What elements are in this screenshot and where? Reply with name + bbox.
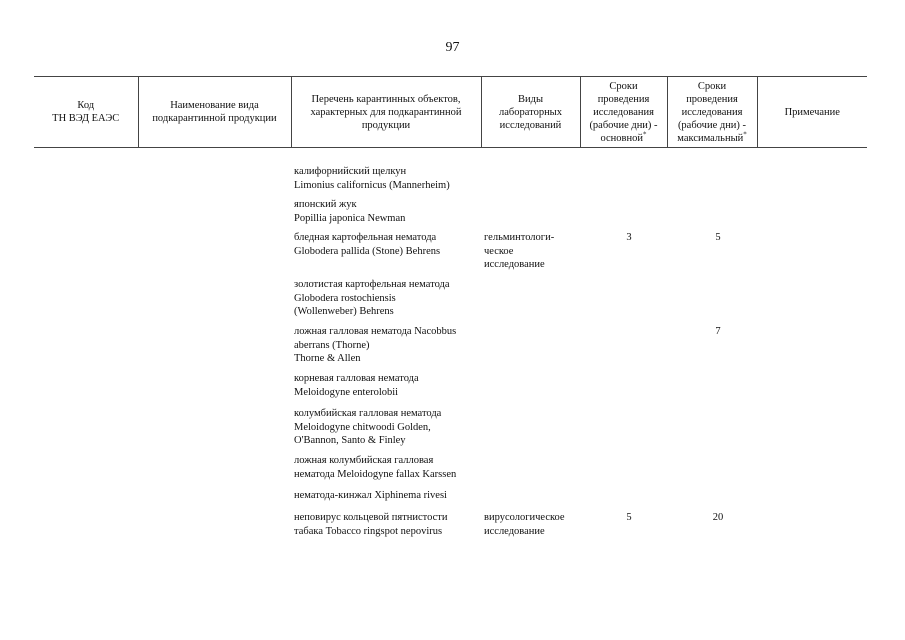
header-product: Наименование вида подкарантинной продукции — [138, 77, 291, 148]
object-text: калифорнийский щелкун Limonius californicus (Mannerheim) — [294, 166, 450, 191]
term-max-value: 20 — [712, 512, 724, 523]
footnote-mark: * — [743, 130, 747, 138]
object-text: японский жук Popillia japonica Newman — [294, 199, 406, 224]
object-text: золотистая картофельная нематода Globodera rostochiensis (Wollenweber) Behrens — [294, 279, 450, 317]
term-max-value: 5 — [715, 232, 721, 243]
object-text: ложная галловая нематода Nacobbus aberrans (Thorne) Thorne & Allen — [294, 326, 457, 364]
term-max-value: 7 — [715, 326, 721, 337]
object-text: бледная картофельная нематода Globodera pallida (Stone) Behrens — [294, 232, 441, 257]
page-number: 97 — [445, 40, 460, 55]
header-code: Код ТН ВЭД ЕАЭС — [34, 77, 138, 148]
term-basic-value: 3 — [626, 232, 632, 243]
quarantine-table-header — [34, 76, 867, 148]
object-text: колумбийская галловая нематода Meloidogyne chitwoodi Golden, O'Bannon, Santo & Finley — [294, 408, 442, 446]
object-text: нематода-кинжал Xiphinema rivesi — [294, 490, 447, 501]
lab-text: вирусологическое исследование — [484, 512, 565, 537]
header-note: Примечание — [757, 77, 867, 148]
lab-text: гельминтологи- ческое исследование — [484, 232, 555, 270]
object-text: корневая галловая нематода Meloidogyne enterolobii — [294, 373, 419, 398]
header-term-basic: Сроки проведения исследования (рабочие дни) - основной* — [580, 77, 667, 148]
header-objects: Перечень карантинных объектов, характерных для подкарантинной продукции — [291, 77, 481, 148]
object-text: неповирус кольцевой пятнистости табака Tobacco ringspot nepovirus — [294, 512, 448, 537]
header-lab: Виды лабораторных исследований — [481, 77, 580, 148]
footnote-mark: * — [643, 130, 647, 138]
header-term-max: Сроки проведения исследования (рабочие дни) - максимальный* — [667, 77, 757, 148]
object-text: ложная колумбийская галловая нематода Meloidogyne fallax Karssen — [294, 455, 457, 480]
term-basic-value: 5 — [626, 512, 632, 523]
